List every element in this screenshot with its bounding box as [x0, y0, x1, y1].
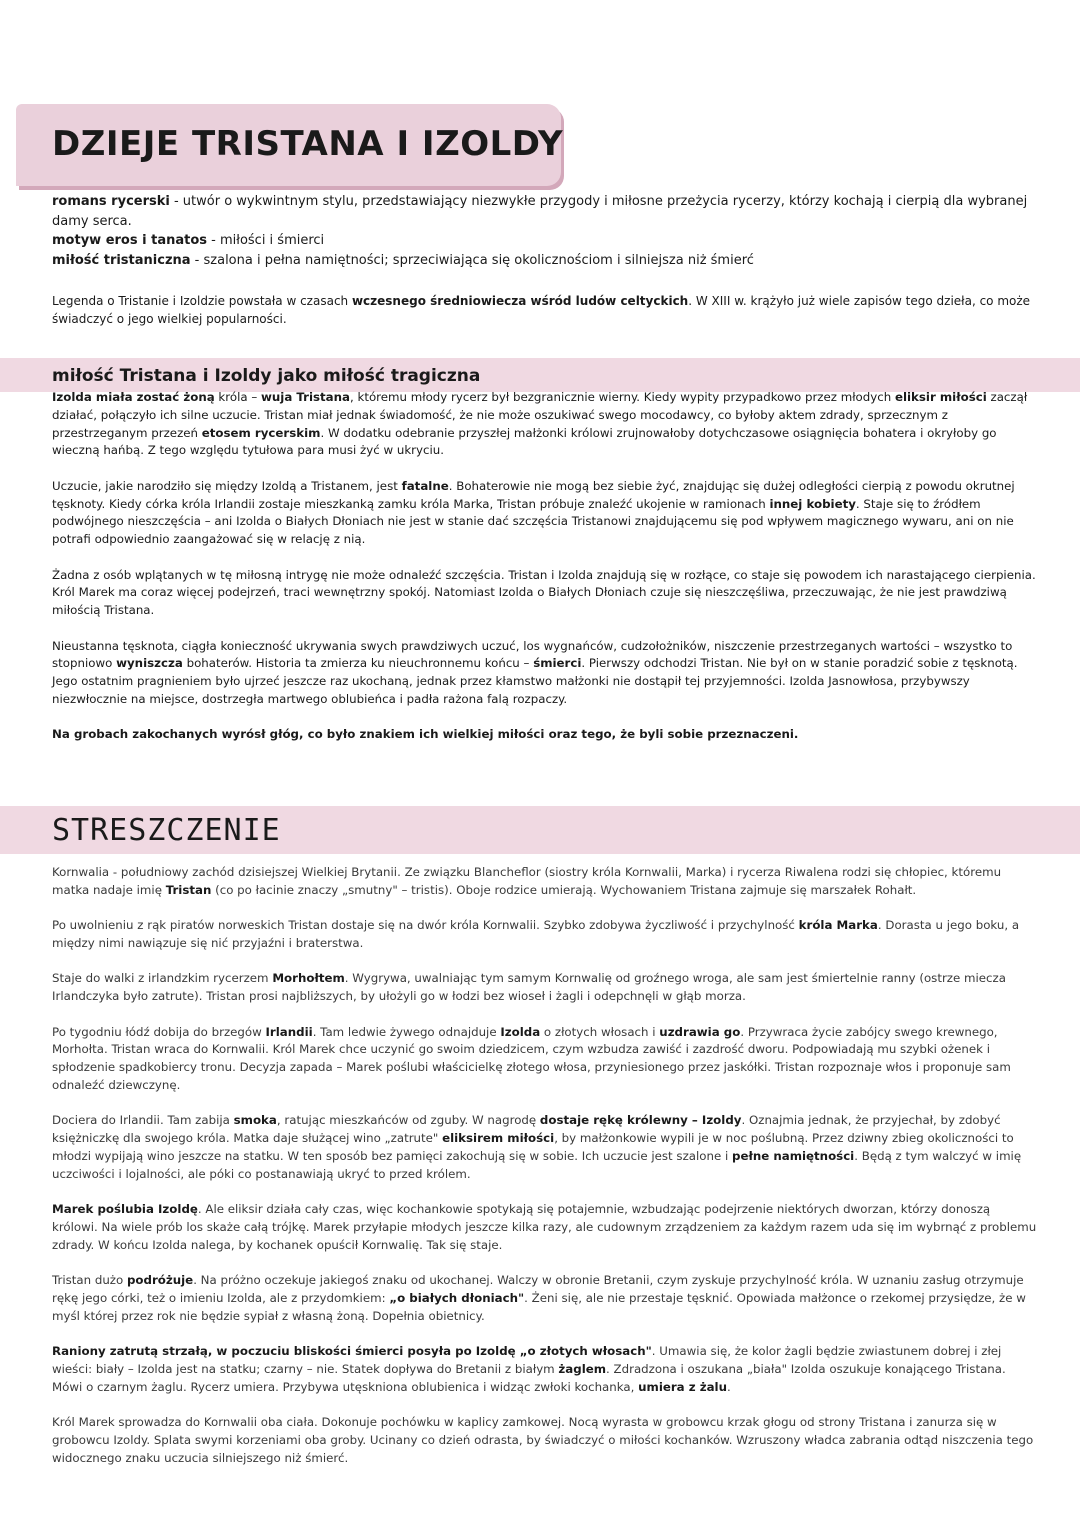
summary-heading: STRESZCZENIE [52, 813, 281, 848]
definition-term: motyw eros i tanatos [52, 233, 208, 248]
love-paragraph-5: Na grobach zakochanych wyrósł głóg, co było znakiem ich wielkiej miłości oraz tego, że byli sobie przeznaczeni. [52, 727, 799, 742]
summary-paragraph-4: Po tygodniu łódź dobija do brzegów Irlandii. Tam ledwie żywego odnajduje Izolda o złotych włosach i uzdrawia go. Przywraca życie zabójcy swego krewnego, Morhołta. Tristan wraca do Kornwalii. Król Marek chce uczynić go swoim dziedzicem, czym wzbudza zawiść i zazdrość dworu. Podpowiadają mu szybki ożenek i spłodzenie spadkobiercy tronu. Decyzja zapada – Marek poślubi właścicielkę złotego włosa, przyniesionego przez jaskółki. Tristan rozpoznaje włos i proponuje sam odnaleźć dziewczynę. [52, 1024, 1011, 1092]
love-paragraph-2: Uczucie, jakie narodziło się między Izoldą a Tristanem, jest fatalne. Bohaterowie nie mogą bez siebie żyć, znajdując się dużej odległości cierpią z powodu okrutnej tęsknoty. Kiedy córka króla Irlandii zostaje mieszkanką zamku króla Marka, Tristan próbuje znaleźć ukojenie w ramionach innej kobiety. Staje się to źródłem podwójnego nieszczęścia – ani Izolda o Białych Dłoniach nie jest w stanie dać szczęścia Tristanowi znajdującemu się pod wpływem magicznego wywaru, ani on nie potrafi odpowiednio zaangażować się w relację z nią. [52, 478, 1015, 547]
summary-paragraph-5: Dociera do Irlandii. Tam zabija smoka, ratując mieszkańców od zguby. W nagrodę dostaje rękę królewny – Izoldy. Oznajmia jednak, że przyjechał, by zdobyć księżniczkę dla swojego króla. Matka daje służącej wino „zatrute" eliksirem miłości, by małżonkowie wypili je w noc poślubną. Przez dziwny zbieg okoliczności to młodzi wypijają wino jeszcze na statku. W ten sposób bez pamięci zakochują się w sobie. Ich uczucie jest szalone i pełne namiętności. Będą z tym walczyć w imię uczciwości i lojalności, ale póki co postanawiają ukryć to przed królem. [52, 1113, 1022, 1181]
definition-milosc [52, 251, 1037, 271]
love-paragraph-1: Izolda miała zostać żoną króla – wuja Tristana, któremu młody rycerz był bezgranicznie wierny. Kiedy wypity przypadkowo przez młodych eliksir miłości zaczął działać, połączyło ich silne uczucie. Tristan miał jednak świadomość, że nie może oszukiwać swego mocodawcy, co byłoby aktem zdrady, sprzecznym z przestrzeganym przezeń etosem rycerskim. W dodatku odebranie przyszłej małżonki królowi zrujnowałoby dotychczasowe osiągnięcia bohatera i okryłoby go wieczną hańbą. Z tego względu tytułowa para musi żyć w ukryciu. [52, 390, 1028, 458]
definition-term: romans rycerski [52, 194, 170, 209]
definition-romans [52, 192, 1037, 231]
summary-paragraph-2: Po uwolnieniu z rąk piratów norweskich Tristan dostaje się na dwór króla Kornwalii. Szybko zdobywa życzliwość i przychylność króla Marka. Dorasta u jego boku, a między nimi nawiązuje się nić przyjaźni i braterstwa. [52, 918, 1020, 950]
summary-paragraph-7: Tristan dużo podróżuje. Na próżno oczekuje jakiegoś znaku od ukochanej. Walczy w obronie Bretanii, czym zyskuje przychylność króla. W uznaniu zasług otrzymuje rękę jego córki, też o imieniu Izolda, ale z przydomkiem: „o białych dłoniach". Żeni się, ale nie przestaje tęsknić. Opowiada małżonce o rzekomej przysiędze, że w myśl której przez rok nie będzie sypiał z własną żoną. Dopełnia obietnicy. [52, 1273, 1026, 1323]
definition-text: - miłości i śmierci [207, 233, 325, 248]
summary-paragraph-8: Raniony zatrutą strzałą, w poczuciu bliskości śmierci posyła po Izoldę „o złotych włosach". Umawia się, że kolor żagli będzie zwiastunem dobrej i złej wieści: biały – Izolda jest na statku; czarny – nie. Statek dopływa do Bretanii z białym żaglem. Zdradzona i oszukana „biała" Izolda oszukuje konającego Tristana. Mówi o czarnym żaglu. Rycerz umiera. Przybywa utęskniona oblubienica i widząc zwłoki kochanka, umiera z żalu. [52, 1344, 1006, 1394]
page-title: DZIEJE TRISTANA I IZOLDY [52, 124, 564, 164]
summary-paragraph-9: Król Marek sprowadza do Kornwalii oba ciała. Dokonuje pochówku w kaplicy zamkowej. Nocą wyrasta w grobowcu krzak głogu od strony Tristana i zanurza się w grobowcu Izoldy. Splata swymi korzeniami oba groby. Ucinany co dzień odrasta, by świadczyć o miłości kochanków. Wzruszony władca zabrania odtąd niszczenia tego widocznego znaku uczucia silniejszego niż śmierć. [52, 1415, 1034, 1465]
definition-term: miłość tristaniczna [52, 252, 191, 268]
definition-text: - szalona i pełna namiętności; sprzeciwiająca się okolicznościom i silniejsza niż śmierć [190, 252, 754, 268]
summary-paragraph-1: Kornwalia - południowy zachód dzisiejszej Wielkiej Brytanii. Ze związku Blancheflor (siostry króla Kornwalii, Marka) i rycerza Riwalena rodzi się chłopiec, któremu matka nadaje imię Tristan (co po łacinie znaczy „smutny" – tristis). Oboje rodzice umierają. Wychowaniem Tristana zajmuje się marszałek Rohałt. [52, 865, 1002, 897]
definition-text: - utwór o wykwintnym stylu, przedstawiający niezwykłe przygody i miłosne przeżycia rycerzy, którzy kochają i cierpią dla wybranej damy serca. [52, 194, 1028, 229]
love-section [52, 389, 1037, 744]
summary-section [52, 864, 1037, 1467]
definitions [52, 192, 1037, 270]
legend-paragraph: Legenda o Tristanie i Izoldzie powstała w czasach wczesnego średniowiecza wśród ludów celtyckich. W XIII w. krążyło już wiele zapisów tego dzieła, co może świadczyć o jego wielkiej popularności. [52, 294, 1031, 326]
love-paragraph-4: Nieustanna tęsknota, ciągła konieczność ukrywania swych prawdziwych uczuć, los wygnańców, cudzołożników, niszczenie przestrzeganych wartości – wszystko to stopniowo wyniszcza bohaterów. Historia ta zmierza ku nieuchronnemu końcu – śmierci. Pierwszy odchodzi Tristan. Nie był on w stanie poradzić sobie z tęsknotą. Jego ostatnim pragnieniem było ujrzeć jeszcze raz ukochaną, jednak przez kłamstwo małżonki nie dostąpił tej przyjemności. Izolda Jasnowłosa, przybywszy niezwłocznie na miejsce, dostrzegła martwego oblubieńca i padła rażona falą rozpaczy. [52, 638, 1018, 706]
love-paragraph-3: Żadna z osób wplątanych w tę miłosną intrygę nie może odnaleźć szczęścia. Tristan i Izolda znajdują się w rozłące, co staje się powodem ich narastającego cierpienia. Król Marek ma coraz więcej podejrzeń, traci wewnętrzny spokój. Natomiast Izolda o Białych Dłoniach czuje się nieszczęśliwa, przeczuwając, że nie jest prawdziwą miłością Tristana. [52, 567, 1036, 618]
summary-paragraph-6: Marek poślubia Izoldę. Ale eliksir działa cały czas, więc kochankowie spotykają się potajemnie, wzbudzając podejrzenie niektórych dworzan, którzy donoszą królowi. Na wiele prób los skaże całą trójkę. Marek przyłapie młodych jeszcze kilka razy, ale cudownym zrządzeniem za każdym razem uda się im wybrnąć z problemu zdrady. W końcu Izolda nalega, by kochanek opuścił Kornwalię. Tak się staje. [52, 1202, 1037, 1252]
definition-motyw [52, 231, 1037, 251]
love-heading: miłość Tristana i Izoldy jako miłość tragiczna [52, 366, 481, 386]
summary-paragraph-3: Staje do walki z irlandzkim rycerzem Morhołtem. Wygrywa, uwalniając tym samym Kornwalię od groźnego wroga, ale sam jest śmiertelnie ranny (ostrze miecza Irlandczyka było zatrute). Tristan prosi najbliższych, by ułożyli go w łodzi bez wioseł i żagli i odepchnęli w głąb morza. [52, 971, 1006, 1004]
